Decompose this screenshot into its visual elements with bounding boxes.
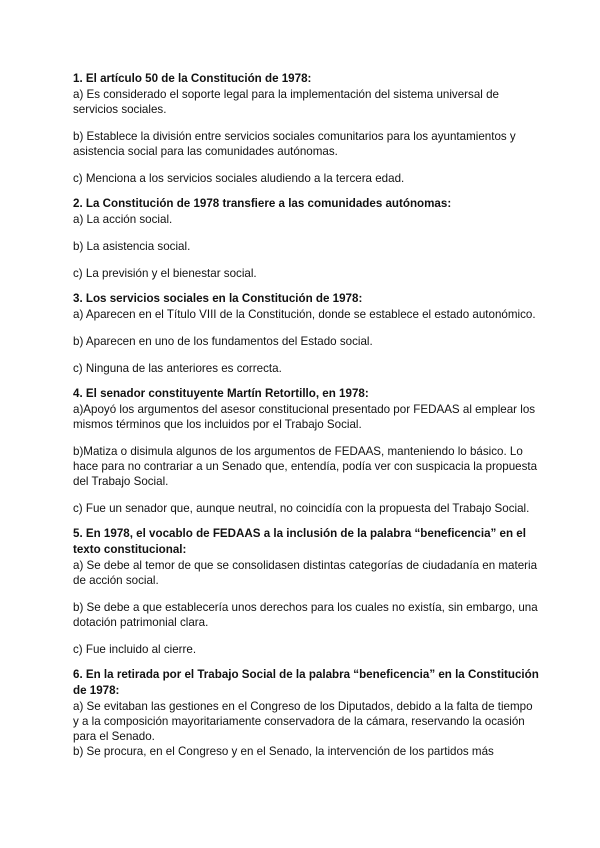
option-a: a) La acción social. — [73, 213, 173, 226]
option-b: b) Se debe a que establecería unos derechos para los cuales no existía, sin embargo, una dotación patrimonial clara. — [73, 601, 538, 629]
option-b: b) Se procura, en el Congreso y en el Senado, la intervención de los partidos más — [73, 745, 494, 758]
question-4 — [73, 386, 540, 516]
question-3 — [73, 291, 540, 376]
option-a: a) Es considerado el soporte legal para la implementación del sistema universal de servicios sociales. — [73, 88, 499, 116]
question-title: 5. En 1978, el vocablo de FEDAAS a la inclusión de la palabra “beneficencia” en el texto constitucional: — [73, 527, 526, 556]
option-b: b) Aparecen en uno de los fundamentos del Estado social. — [73, 335, 373, 348]
question-1 — [73, 71, 540, 186]
question-5 — [73, 526, 540, 657]
option-c: c) Ninguna de las anteriores es correcta. — [73, 362, 282, 375]
option-c: c) Fue un senador que, aunque neutral, no coincidía con la propuesta del Trabajo Social. — [73, 502, 530, 515]
question-title: 3. Los servicios sociales en la Constitución de 1978: — [73, 292, 363, 305]
option-c: c) Fue incluido al cierre. — [73, 643, 197, 656]
option-c: c) Menciona a los servicios sociales aludiendo a la tercera edad. — [73, 172, 405, 185]
option-c: c) La previsión y el bienestar social. — [73, 267, 257, 280]
question-title: 4. El senador constituyente Martín Retortillo, en 1978: — [73, 387, 369, 400]
option-b: b) Establece la división entre servicios sociales comunitarios para los ayuntamientos y asistencia social para las comunidades autónomas. — [73, 130, 516, 158]
option-a: a) Se evitaban las gestiones en el Congreso de los Diputados, debido a la falta de tiempo y a la composición mayoritariamente conservadora de la cámara, reservando la ocasión para el Senado. — [73, 700, 533, 743]
option-a: a)Apoyó los argumentos del asesor constitucional presentado por FEDAAS al emplear los mismos términos que los incluidos por el Trabajo Social. — [73, 403, 536, 431]
question-2 — [73, 196, 540, 281]
option-a: a) Se debe al temor de que se consolidasen distintas categorías de ciudadanía en materia de acción social. — [73, 559, 538, 587]
option-a: a) Aparecen en el Título VIII de la Constitución, donde se establece el estado autonómico. — [73, 308, 536, 321]
question-6 — [73, 667, 540, 759]
question-title: 1. El artículo 50 de la Constitución de 1978: — [73, 72, 312, 85]
option-b: b)Matiza o disimula algunos de los argumentos de FEDAAS, manteniendo lo básico. Lo hace para no contrariar a un Senado que, entendía, podía ver con suspicacia la propuesta del Trabajo Social. — [73, 445, 538, 488]
question-title: 2. La Constitución de 1978 transfiere a las comunidades autónomas: — [73, 197, 452, 210]
option-b: b) La asistencia social. — [73, 240, 191, 253]
question-title: 6. En la retirada por el Trabajo Social de la palabra “beneficencia” en la Constitución de 1978: — [73, 668, 539, 697]
